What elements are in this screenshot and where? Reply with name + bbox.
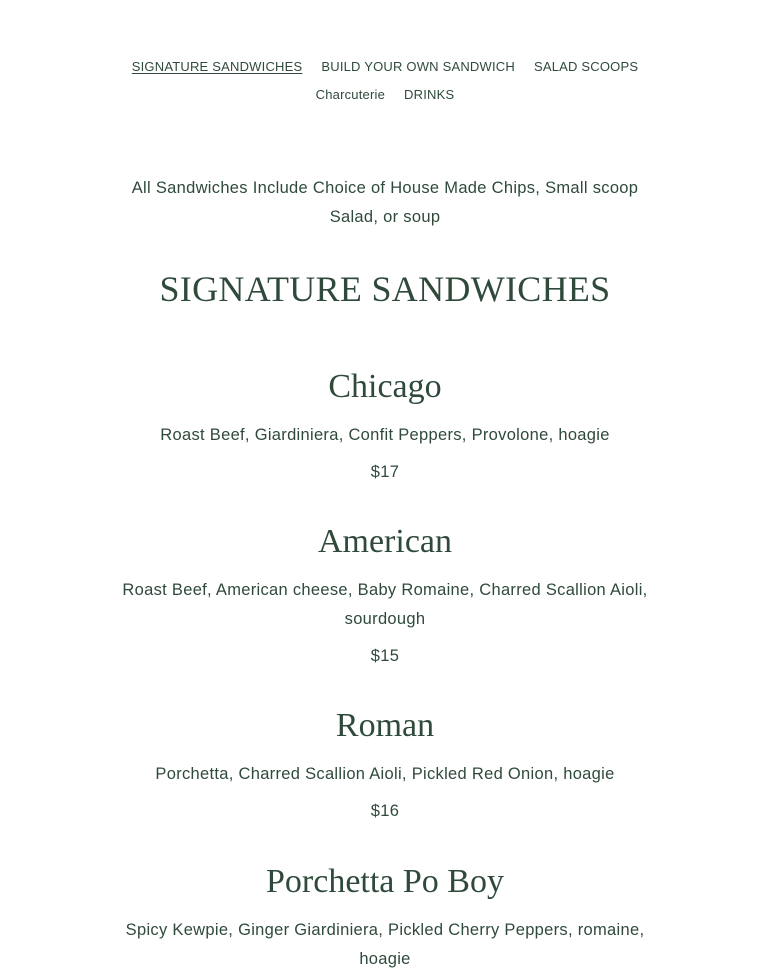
menu-item-description: Roast Beef, Giardiniera, Confit Peppers, Provolone, hoagie: [160, 426, 610, 444]
menu-nav-row-1: [0, 52, 770, 80]
menu-intro-note: All Sandwiches Include Choice of House Made Chips, Small scoop Salad, or soup: [131, 178, 639, 226]
nav-link-salad-scoops[interactable]: SALAD SCOOPS: [533, 58, 639, 74]
section-title: SIGNATURE SANDWICHES: [159, 269, 611, 309]
nav-link-signature-sandwiches[interactable]: SIGNATURE SANDWICHES: [131, 58, 303, 74]
menu-item-name: Porchetta Po Boy: [266, 863, 504, 900]
menu-item-price: $15: [370, 647, 400, 665]
menu-item-name: Roman: [335, 707, 435, 744]
menu-item: [100, 367, 670, 487]
menu-category-nav: [0, 52, 770, 108]
menu-item-description: Porchetta, Charred Scallion Aioli, Pickled Red Onion, hoagie: [155, 765, 615, 783]
menu-item-name: American: [317, 523, 453, 560]
menu-item: [100, 862, 670, 974]
menu-item-description: Roast Beef, American cheese, Baby Romaine, Charred Scallion Aioli, sourdough: [122, 581, 648, 628]
nav-link-drinks[interactable]: DRINKS: [404, 86, 455, 102]
nav-link-charcuterie[interactable]: Charcuterie: [315, 86, 386, 102]
menu-item: [100, 522, 670, 671]
menu-item-name: Chicago: [328, 368, 442, 405]
menu-item-description: Spicy Kewpie, Ginger Giardiniera, Pickled Cherry Peppers, romaine, hoagie: [125, 921, 645, 968]
menu-item-price: $16: [370, 802, 400, 820]
menu-item-price: $17: [370, 463, 400, 481]
menu-item: [100, 706, 670, 826]
nav-link-build-your-own-sandwich[interactable]: BUILD YOUR OWN SANDWICH: [321, 58, 515, 74]
menu-nav-row-2: [0, 80, 770, 108]
